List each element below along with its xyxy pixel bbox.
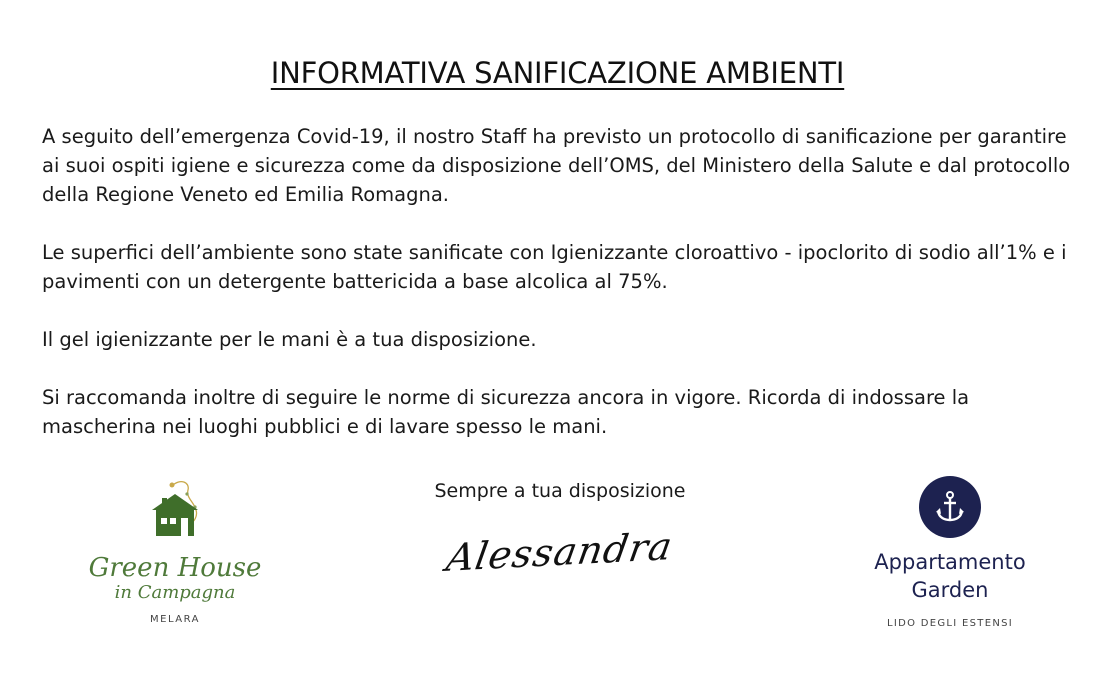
- house-icon: [140, 474, 210, 544]
- anchor-icon: [932, 489, 968, 525]
- paragraph-surfaces: Le superfici dell’ambiente sono state sanificate con Igienizzante cloroattivo - ipoclorito di sodio all’1% e i pavimenti con un detergente battericida a base alcolica al 75%.: [42, 241, 1067, 293]
- paragraph-safety-rules: Si raccomanda inoltre di seguire le norme di sicurezza ancora in vigore. Ricorda di indossare la mascherina nei luoghi pubblici e di lavare spesso le mani.: [42, 386, 970, 438]
- paragraph-hand-gel: Il gel igienizzante per le mani è a tua disposizione.: [42, 328, 537, 351]
- green-house-name: Green House: [88, 553, 262, 583]
- signature: Alessandra: [443, 524, 677, 580]
- closing-text: Sempre a tua disposizione: [434, 480, 686, 502]
- appartamento-name-line2: Garden: [911, 578, 989, 602]
- appartamento-place: LIDO DEGLI ESTENSI: [886, 618, 1013, 629]
- appartamento-name-line1: Appartamento: [874, 550, 1026, 574]
- closing-block: [380, 480, 740, 580]
- green-house-place: MELARA: [150, 614, 200, 625]
- paragraph-covid-protocol: A seguito dell’emergenza Covid-19, il nostro Staff ha previsto un protocollo di sanificazione per garantire ai suoi ospiti igiene e sicurezza come da disposizione dell’OMS, del Ministero della Salute e dal protocollo della Regione Veneto ed Emilia Romagna.: [42, 125, 1071, 206]
- green-house-logo: [80, 470, 270, 625]
- appartamento-garden-logo: [850, 476, 1050, 629]
- document-title: INFORMATIVA SANIFICAZIONE AMBIENTI: [270, 56, 845, 90]
- anchor-badge: [919, 476, 981, 538]
- green-house-subtitle: in Campagna: [114, 582, 236, 603]
- document-body: [42, 122, 1082, 470]
- footer: [0, 470, 1115, 670]
